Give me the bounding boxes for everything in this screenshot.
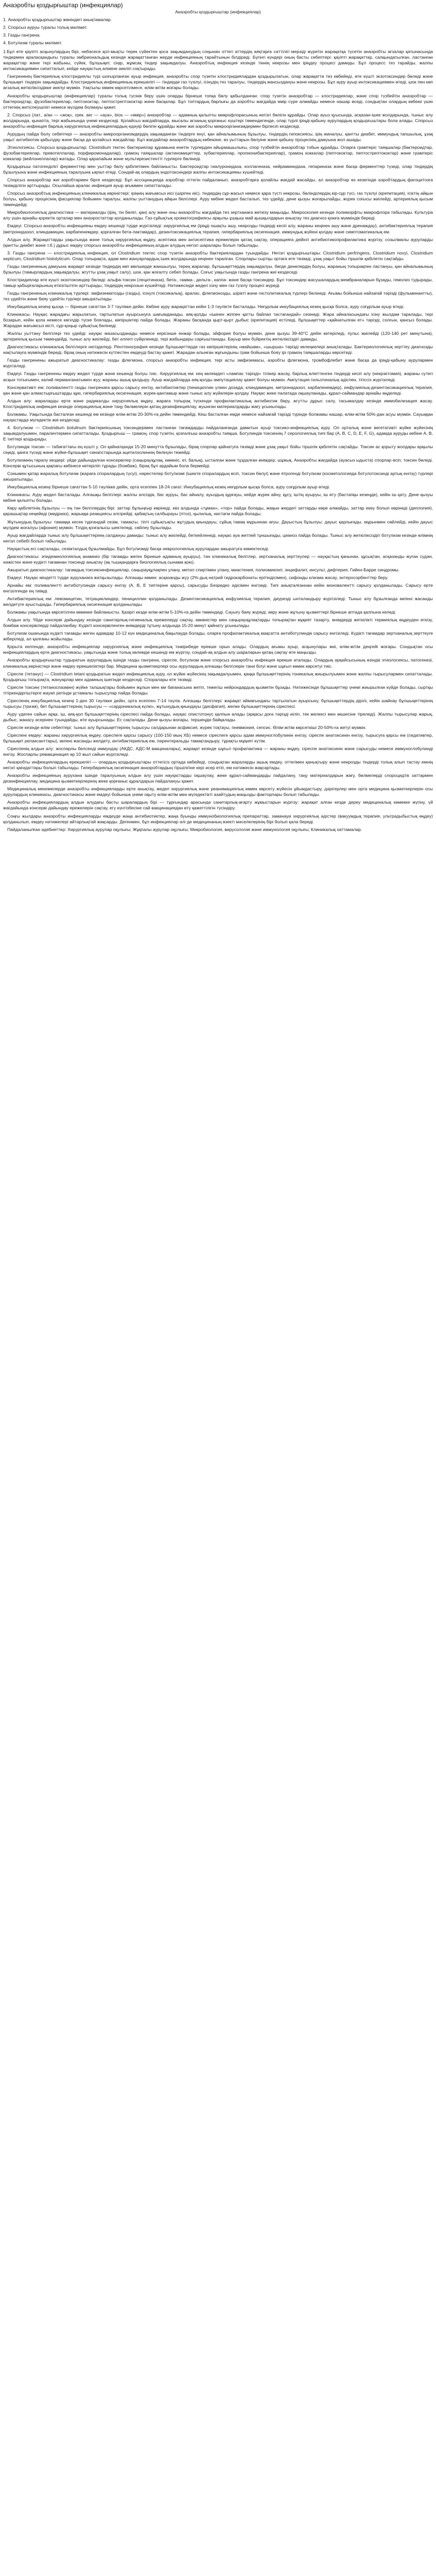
toc-item[interactable]: [3, 17, 433, 23]
body-paragraph: Антибактериялық ем: левомицетин, тетрациклиндер, пенициллин қолданылады. Дезинтоксикациялық инфузиялық терапия, диурезді ынталандыру жүргізіледі. Тыныс алу бұзылғанда өкпені жасанды желдетуге ауыстырады. Гипербариялық оксигенация қолданылады.: [3, 596, 433, 607]
body-paragraph: Клостридиялар өте күшті экзотоксиндер бөледі: альфа-токсин (лецитиназа), бета-, гамма-, дельта-, каппа- және басқа токсиндер. Бұл токсиндер жасушалардың мембраналарын бұзады, гемолиз тудырады, тамыр қабырғаларының өткізгіштігін арттырады, тіндердің некрозын күшейтеді. Нәтижесінде жедел ісіну мен газ түзілу процесі жүреді.: [3, 277, 433, 288]
body-paragraph: Ауру үдеген сайын арқа, іш, аяқ-қол бұлшықеттерінің сіреспесі пайда болады, науқас опистотонус қалпын алады (арқасы доға тәрізді иіліп, тек желкесі мен өкшесіне тіреледі). Жалпы тырысулар жарық, дыбыс, жанасу әсерінен туындайды, өте ауырсынады. Ес сақталады. Дене қызуы жоғары, тершеңдік байқалады.: [3, 711, 433, 722]
document-body: [3, 49, 433, 832]
body-paragraph: Этиологиясы. Спорсыз қоздырғыштар: Clostridium тектес бактериялар құрамына енетін түрлерден айырмашылығы, спор түзбейтін анаэробтар тобын құрайды. Оларға грамтеріс таяқшалар (бактероидтар, фузобактериялар, превотеллалар, порфиромонадалар), грамоң таяқшалар (актиномицеттер, эубактериялар, пропионибактериялар), грамоң коккалар (пептококтар, пептострептококтар) және грамтеріс коккалар (вейлонеллалар) жатады. Олар қарапайым және мультирезистентті түрлерге бөлінеді.: [3, 144, 433, 161]
body-paragraph: Болжамы. Уақытында басталған кешенді ем кезінде өлім-жітім 20-30%-ға дейін төмендейді. Кеш басталған емде немесе найзағай тәрізді түрінде болжамы нашар, өлім-жітім 50%-дан асуы мүмкін. Сауыққан науқастарда мүгедектік жиі кездеседі.: [3, 411, 433, 422]
body-paragraph: Алдын алу. Жарақаттарды уақытында және толық хирургиялық өңдеу, асептика мен антисептика ережелерін қатаң сақтау, операцияға дейінгі антибиотикопрофилактика жүргізу, созылмалы ауруларды (қантты диабет және т.б.) дұрыс емдеу спорсыз анаэробты инфекцияның алдын алудың негізгі шаралары болып табылады.: [3, 236, 433, 248]
toc-link[interactable]: 1. Анаэробты қоздырғыштар жөніндегі анықтамалар.: [3, 17, 112, 22]
body-paragraph: Ботулиндік токсин — табиғаттағы ең күшті у. Ол қайнатқанда 15-20 минутта бұзылады, бірақ спорлар қайнатуға төзімді және ұзақ уақыт бойы тіршілік қабілетін сақтайды. Токсин ас қорыту жолдары арқылы сіңеді, қанға түседі және жүйке-бұлшықет синапстарында ацетилхолиннің бөлінуін тежейді.: [3, 444, 433, 455]
body-paragraph: Инкубациялық кезеңі қысқа — бірнеше сағаттан 3-7 тәулікке дейін. Көбіне ауру жарақаттан кейін 1-3 тәулікте басталады. Неғұрлым инкубациялық кезең қысқа болса, ауру соғұрлым ауыр өтеді.: [7, 304, 405, 310]
toc-item[interactable]: [3, 40, 433, 46]
body-paragraph: Емдеуі. Науқас міндетті түрде ауруханаға жатқызылады. Алғашқы көмек: асқазанды жуу (2%-дық натрий гидрокарбонаты ерітіндісімен), сифонды клизма жасау, энтеросорбенттер беру.: [7, 574, 389, 580]
body-paragraph: Диагностикасы клиникалық белгілерге негізделеді. Рентгенография кезінде бұлшықеттерде газ көпіршіктерінің «майшам», «шырша» тәрізді көлеңкелері анықталады. Бактериологиялық зерттеу диагнозды нақтылауға мүмкіндік береді, бірақ оның нәтижесін күтпестен емдеуді бастау қажет. Жарадан алынған жұғындыны грам бойынша бояу ірі грамоң таяқшаларды көрсетеді.: [3, 344, 433, 355]
body-paragraph: Анаэробты инфекциялардың ерекшелігі — олардың қоздырғыштары оттегісіз ортада көбейеді, сондықтан жараларды ашық емдеу, оттегімен қанықтыру және некрозды тіндерді толық алып тастау емнің негізгі қағидаттары болып табылады. Гипербариялық оксигенация анаэробтардың тіршілігіне кері әсер етіп, ем нәтижесін жақсартады.: [3, 759, 433, 771]
body-paragraph: Қорыта келгенде, анаэробты инфекциялар хирургиялық және инфекциялық тәжірибеде ерекше орын алады. Олардың ағымы ауыр, асқынулары жиі, өлім-жітім деңгейі жоғары. Сондықтан осы инфекциялардың ерте диагностикасы, уақытында және толық көлемде кешенді ем жүргізу, сондай-ақ алдын алу шараларын қатаң сақтау өте маңызды.: [3, 644, 433, 655]
toc-link[interactable]: 2. Спорсыз ауруы туралы толық мәлімет.: [3, 25, 88, 30]
body-paragraph: Науқастың есі сақталады, сезімталдық бұзылмайды. Бұл ботулизмді басқа неврологиялық аурулардан ажыратуға көмектеседі.: [7, 546, 269, 551]
body-paragraph: Жұтынудың бұзылуы: тамаққа кесек тұрғандай сезім, тамақты, тіпті сұйықтықты жұтудың қиындауы, сұйық тамақ мұрыннан ағуы. Дауыстың бұзылуы: дауыс қарлығады, мұрынмен сөйлейді, кейін дауыс мүлдем жоғалуы (афония) мүмкін. Тілдің қозғалысы шектеледі, сөйлеу бұзылады.: [3, 519, 433, 530]
body-paragraph: Инкубациялық кезеңі бірнеше сағаттан 5-10 тәулікке дейін, орта есеппен 18-24 сағат. Инкубациялық кезең неғұрлым қысқа болса, ауру соғұрлым ауыр өтеді.: [7, 484, 330, 490]
body-paragraph: Анаэробты инфекцияның аурухана ішінде таралуының алдын алу үшін науқастарды оқшаулау, жеке құрал-саймандарды пайдалану, таңу материалдарын жағу, бөлмелерді спороцидтік заттармен дезинфекциялау, медицина қызметкерлерінің жеке қорғаныс құралдарын пайдалануы қажет.: [3, 773, 433, 784]
body-paragraph: Анаэробты инфекциялардың алдын алудағы басты шаралардың бірі — тұрғындар арасында санитарлық-ағарту жұмыстарын жүргізу: жарақат алған кезде дереу медициналық көмекке жүгіну, үй жағдайында консерві дайындау ережелерін сақтау, егу күнтізбесіне сай вакцинациядан өту қажеттілігін түсіндіру.: [3, 800, 433, 811]
body-paragraph: Сіреспенің алдын алу: жоспарлы белсенді иммундау (АКДС, АДС-М вакциналары), жарақат кезінде шұғыл профилактика — жараны өңдеу, сіреспе анатоксинін және сарысуды немесе иммуноглобулинді енгізу. Жоспарлы ревакцинация әр 10 жыл сайын жүргізіледі.: [3, 746, 433, 757]
body-paragraph: Клиникасы. Ауру жедел басталады. Алғашқы белгілері: жалпы әлсіздік, бас ауруы, бас айналу, ауыздың құрғауы, кейде жүрек айну, құсу, іштің ауыруы, іш өту (бастапқы кезеңде), кейін іш қату. Дене қызуы көбіне қалыпты болады.: [3, 492, 433, 503]
body-paragraph: Гангрененің бактериялық клостридиялы түрі шоғырланған ауыр инфекция, анаэробты спор түзетін клостридиялардан қоздырылатын, олар жарақатта тез көбейеді, өте күшті экзотоксиндер бөледі және бұлшықет тіндерін зақымдайды. Клостридиялық инфекцияның ерекшелігі — тіндерде газ түзілуі, ісінудің тез таралуы, тіндердің жансыздануы және некрозы. Бұл ауру ауыр интоксикациямен өтеді, шок пен көп ағзалық жеткіліксіздікке әкелуі мүмкін. Уақтылы көмек көрсетілмесе, өлім-жітім жоғары болады.: [3, 74, 433, 91]
body-paragraph: Емдеуі. Спорсыз анаэробты инфекцияны емдеу кешенді түрде жүргізіледі: хирургиялық ем (іріңді ошақты ашу, некрозды тіндерді кесіп алу, жараны кеңінен ашу және дренаждау), антибактериялық терапия (метронидазол, клиндамицин, карбапенемдер, қорғалған бета-лактамдар), дезинтоксикациялық терапия, гипербариялық оксигенация, иммундық жүйені қолдау және симптоматикалық ем.: [3, 223, 433, 234]
body-paragraph: Анаэробты қоздырғыштар тудыратын аурулардың ішінде газды гангрена, сіреспе, ботулизм және спорсыз анаэробты инфекция ерекше аталады. Олардың әрқайсысының өзіндік этиологиясы, патогенезі, клиникалық көріністері және емдеу ерекшеліктері бар. Медицина қызметкерлері осы аурулардың алғашқы белгілерін тани білуі және шұғыл көмек көрсетуі тиіс.: [3, 657, 433, 669]
table-of-contents: [3, 17, 433, 46]
body-paragraph: Спорсыз анаэробтар жиі аэробтармен бірге кездеседі. Бұл ассоциацияда аэробтар оттегін пайдаланып, анаэробтарға қолайлы жағдай жасайды, ал анаэробтар өз кезегінде аэробтардың фагоцитозға төзімділігін арттырады. Осылайша аралас инфекция ауыр ағыммен сипатталады.: [3, 177, 433, 189]
body-paragraph: Алдын алу. Үйде консерві дайындау кезінде санитарлық-гигиеналық ережелерді сақтау, көкөністер мен саңырауқұлақтарды топырақтан мұқият тазарту, өнімдерді жеткілікті термиялық өңдеуден өткізу, бомбаж консервілерді пайдаланбау. Күдікті консервіленген өнімдерді тұтыну алдында 15-20 минут қайнату ұсынылады.: [3, 617, 433, 629]
body-paragraph: 3. Газды гангрена — клостридиялық инфекция, ол Clostridium тектес спор түзетін анаэробты бактериялардан туындайды. Негізгі қоздырғыштары: Clostridium perfringens, Clostridium novyi, Clostridium septicum, Clostridium histolyticum. Олар топырақта, адам мен жануарлардың ішек жолдарында кеңінен таралған. Спорлары сыртқы ортаға өте төзімді, ұзақ уақыт бойы тіршілік қабілетін сақтайды.: [3, 250, 433, 261]
body-paragraph: Газды гангрененың клиникалық түрлері: эмфизематозды (газды), ісінулі (токсикалық), аралас, флегмонозды, шірікті және гистолитикалық түрлері бөлінеді. Ағымы бойынша найзағай тәрізді (фульминантты), тез үдейтін және баяу үдейтін түрлері ажыратылады.: [3, 290, 433, 301]
body-paragraph: Ауыр жағдайларда тыныс алу бұлшықеттерінің салдануы дамиды: тыныс алу жиілейді, беткейленеді, науқас ауа жетпей тұншығады, цианоз пайда болады. Тыныс алу жеткіліксіздігі ботулизм кезінде өлімнің негізгі себебі болып табылады.: [3, 532, 433, 544]
body-paragraph: Анаэробты қоздырғыштар (инфекциялар) туралы толық түсінік беру үшін оларды бірнеше топқа бөлу қабылданған: спор түзетін анаэробтар — клостридиялар, және спор түзбейтін анаэробтар — бактероидтар, фузобактериялар, пептококтар, пептострептококтар және басқалар. Бұл топтардың барлығы да аэробты жағдайда өмір сүре алмайды немесе нашар өседі, сондықтан олардың көбеюі үшін оттегінің жетіспеушілігі немесе мүлдем болмауы қажет.: [3, 93, 433, 110]
body-paragraph: Сіреспенің инкубациялық кезеңі 1-ден 30 тәулікке дейін, орта есеппен 7-14 тәулік. Алғашқы белгілері: жарақат аймағындағы тартылатын ауырсыну, бұлшықеттердің дірілі, кейін шайнау бұлшықеттерінің тырысуы (тризм), бет бұлшықеттерінің тырысуы — «сардоникалық күлкі», жұтынудың қиындауы (дисфагия), желке бұлшықеттерінің сіреспесі.: [3, 698, 433, 709]
body-paragraph: Емдеуі. Газды гангренены емдеу жедел түрде және кешенді болуы тиіс. Хирургиялық ем: кең көлемдегі «лампас тәрізді» тілікер жасау, барлық өліеттенген тіндерді кесіп алу (некрэктомия), жараны сутегі асқын тотығымен, калий перманганатымен жуу, жараны ашық қалдыру. Ауыр жағдайларда аяқ-қолды ампутациялау қажет болуы мүмкін. Ампутация гильотиналық әдіспен, тігіссіз жүргізіледі.: [3, 371, 433, 382]
body-paragraph: Сонымен қатар жаралық ботулизм (жараға споралардың түсуі), нәрестелер ботулизмі (ішекте споралардың өсіп, токсин бөлуі) және ятрогенді ботулизм (косметологияда ботулотоксинді артық енгізу) түрлері ажыратылады.: [3, 471, 433, 482]
body-paragraph: 1.Бұл өте қауіпті асқынулардың бірі, небәсесе қол-мықты терек сүйектен қоса зақымданудың соңынан оттегі аттердің аяқтарға сәттілігі мерзіді жүретін жарақатқа түсетін анаэробты ағзалар қатынасында тіндермен араласқандығы туралы эмбриональдық кезінде жарақаттанған жерде инфекцияның тарайтынын білдіреді. Бүгінгі күндері оның басты себептері: қауіпті жарақаттар, салқындатылған, ластанған жарақаттар және тері жабыны, сүйек, бұлшықет, сіңір, жұмсақ тіндер зақымдалуы. Анаэробтық инфекция кезінде тіннің некрозы мен іріңдеу процесі дамиды. Бұл процесс тез тарайды, жалпы интоксикациямен сипатталып, кейде науқастың өліміне әкеліп соқтырады.: [3, 49, 433, 72]
document-title: Анаэробты қоздырғыштар (инфекциялар): [3, 2, 123, 9]
body-paragraph: Сіреспе кезінде өлім себептері: тыныс алу бұлшықеттерінің тырысуы салдарынан асфиксия, жүрек тоқтауы, пневмония, сепсис. Өлім-жітім көрсеткіші 20-50%-ға жетуі мүмкін.: [7, 724, 367, 730]
body-paragraph: Ботулизм ошағында күдікті тағамды жеген адамдар 10-12 күн медициналық бақылауда болады, оларға профилактикалық мақсатта антиботулиндік сарысу енгізіледі. Күдікті тағамдар зертханалық зерттеуге жіберіледі, ал қалғаны жойылады.: [3, 631, 433, 642]
body-paragraph: Көру қабілетінің бұзылуы — ең тән белгілердің бірі: заттар бұлыңғыр көрінеді, көз алдында «тұман», «тор» пайда болады, жақын жердегі заттарды көре алмайды, заттар екеу болып көрінеді (диплопия), қарашықтар кеңейеді (мидриаз), жарыққа реакциясы әлсірейді, қабақтың салбырауы (птоз), қылилық, нистагм пайда болады.: [3, 505, 433, 517]
body-paragraph: Жалпы уыттану белгілері тез үдейді: науқас мазасызданады немесе керісінше енжар болады, эйфория болуы мүмкін, дене қызуы 39-40°C дейін көтеріледі, пульс жиілейді (120-140 рет минутына), артериялық қысым төмендейді, тыныс алу жиілейді, бет әлпеті сүйірленеді, тері жабындары сарғыштанады. Бауыр мен бүйректің жеткіліксіздігі дамиды.: [3, 331, 433, 342]
body-paragraph: Газды гангрененың дамуына жарақат кезінде тіндердің көп мөлшерде жаншылуы, терең жаралар, бұлшықеттердің зақымдалуы, бөгде денелердің болуы, жараның топырақпен ластануы, қан айналымының бұзылуы (тамырлардың зақымдалуы, жгутты ұзақ уақыт салу), шок, қан жоғалту себеп болады. Соғыс уақытында газды гангрена жиі кездеседі.: [3, 263, 433, 275]
document-page: [0, 0, 436, 838]
toc-link[interactable]: 4. Ботулизм туралы мәлімет.: [3, 40, 62, 46]
body-paragraph: Ажыратып диагностикалау: тағамдық токсикоинфекциялар, саңырауқұлақпен улану, метил спиртімен улану, миастения, полиомиелит, энцефалит, инсульт, дифтерия, Гийен-Барре синдромы.: [7, 567, 400, 572]
body-paragraph: Диагностикасы: эпидемиологиялық анамнез (бір тағамды жеген бірнеше адамның ауыруы), тән клиникалық белгілер, зертханалық зерттеулер — науқастың қанынан, құсықтан, асқазанды жуған судан, нәжістен және күдікті тағамнан токсинді анықтау (ақ тышқандарға биологиялық сынама қою).: [3, 553, 433, 565]
body-paragraph: Болжамы уақытында көрсетілген көмекке байланысты. Қазіргі кезде өлім-жітім 5-10%-ға дейін төмендеді. Сауығу баяу жүреді, көру және жұтыну қызметтері бірнеше аптада қалпына келеді.: [7, 609, 396, 615]
body-paragraph: Сіреспе (тетанус) — Clostridium tetani қоздыратын жедел инфекциялық ауру, ол жүйке жүйесінің зақымдалуымен, қаңқа бұлшықеттерінің тоникалық жиырылуымен және жалпы тырысулармен сипатталады. Қоздырғыш топырақта, жануарлар мен адамның ішегінде кездеседі. Споралары өте төзімді.: [3, 671, 433, 682]
body-paragraph: Қоздырғыш патогенділігі ферменттер мен уыттар бөлу қабілетімен байланысты. Бактероидтар гиалуронидаза, коллагеназа, нейраминидаза, гепариназа және басқа ферменттер түзеді, олар тіндердің бұзылуына және инфекцияның таралуына ықпал етеді. Сондай-ақ олардың эндотоксиндері жалпы интоксикацияны күшейтеді.: [3, 164, 433, 175]
body-paragraph: 4. Ботулизм — Clostridium botulinum бактериясының токсиндерімен ластанған тағамдарды пайдаланғанда дамитын ауыр токсико-инфекциялық ауру. Ол орталық және вегетативті жүйке жүйесінің зақымдалуымен, параличтермен сипатталады. Қоздырғыш — грамоң, спор түзетін, қозғалғыш анаэробты таяқша. Ботулиндік токсиннің 7 серологиялық типі бар (A, B, C, D, E, F, G), адамда ауруды көбіне A, B, E типтері қоздырады.: [3, 425, 433, 442]
body-paragraph: Газды гангренены ажыратып диагностикалау: газды флегмона, спорсыз анаэробты инфекция, тері асты эмфиземасы, аэробты флегмона, тромбофлебит және басқа да іріңді-қабыну аурулармен жүргізіледі.: [3, 358, 433, 369]
body-paragraph: Консервативті ем: поливалентті газды гангренаға қарсы сарысу енгізу, антибиотиктер (пенициллин үлкен дозада, клиндамицин, метронидазол, карбапенемдер), инфузиялық-дезинтоксикациялық терапия, қан және қан алмастырғыштарды құю, гипербариялық оксигенация, жүрек-қантамыр және тыныс алу жүйелерін қолдау. Науқас жеке палатада оқшауланады, құрал-саймандар арнайы өңделеді.: [3, 384, 433, 396]
body-paragraph: 2. Спорсыз (лат., а/ан — «жоқ», грек. aer — «ауа», bios — «өмір») анаэробтар — адамның қалыпты микрофлорасының негізгі бөлігін құрайды. Олар ауыз қуысында, асқазан-ішек жолдарында, тыныс алу жолдарында, қынапта, тері жабынында үнемі кездеседі. Қолайсыз жағдайларда, мысалы ағзаның қорғаныс күштері төмендегенде, олар түрлі іріңді-қабыну аурулардың қоздырғыштары бола алады. Спорсыз анаэробты инфекция барлық хирургиялық инфекциялардың едәуір бөлігін құрайды және жиі аэробты микроорганизмдермен бірлесіп кездеседі.: [3, 112, 433, 129]
body-paragraph: Спорсыз анаэробтық инфекцияның клиникалық көріністері: іріңнің жағымсыз иісі (шіріген иіс), тіндердің сұр-жасыл немесе қара түсті некрозы, бөлінділердің кір-сұр түсі, газ түзілуі (крепитация), ісіктің айқын болуы, қабыну процесінің фасциялар бойымен таралуы, жалпы уыттанудың айқын белгілері. Ауру көбіне жедел басталып, тез үдейді, дене қызуы жоғарылайды, жүрек соғысы жиілейді, артериялық қысым төмендейді.: [3, 191, 433, 208]
body-paragraph: Медициналық мекемелерде анаэробты инфекцияларды ерте анықтау, жедел хирургиялық және реанимациялық көмек көрсету жүйесін ұйымдастыру, дәрігерлер мен орта медицина қызметкерлерін осы аурулардың клиникасы, диагностикасы және емдеуі бойынша үнемі оқыту өлім-жітім мен мүгедектікті азайтудың маңызды факторлары болып табылады.: [3, 786, 433, 798]
body-paragraph: Аурудың пайда болу себептері — анаэробты микроорганизмдердің зақымданған тіндерге енуі, қан айналымының бұзылуы, тіндердің гипоксиясы, ірің жиналуы, қантты диабет, иммундық тапшылық, ұзақ уақыт антибиотик қабылдау және басқа да қолайсыз жағдайлар. Бұл жағдайлар анаэробтардың көбеюіне, өз уыттарын бөлуіне және қабыну процесінің дамуына жол ашады.: [3, 131, 433, 142]
toc-item[interactable]: [3, 25, 433, 30]
toc-item[interactable]: [3, 32, 433, 38]
body-paragraph: Сіреспені емдеу: жараны хирургиялық өңдеу, сіреспеге қарсы сарысу (100-150 мың ХБ) немесе сіреспеге қарсы адам иммуноглобулинін енгізу, сіреспе анатоксинін енгізу, тырысуға қарсы ем (седативтер, бұлшықет релаксанттары), өкпені жасанды желдету, антибактериялық ем, парентеральды тамақтандыру, тұрақты мұқият күтім.: [3, 732, 433, 744]
body-paragraph: Ботулизмнің таралу көздері: үйде дайындалған консервілер (саңырауқұлақ, көкөніс, ет, балық), ысталған және тұздалған өнімдер, шұжық. Анаэробты жағдайда (ауасыз ыдыста) спорлар өсіп, токсин бөледі. Консерві құтысының қақпағы көбінесе көтеріліп тұрады (бомбаж), бірақ бұл әрдайым бола бермейді.: [3, 457, 433, 469]
body-paragraph: Арнайы ем: поливалентті антиботулиндік сарысу енгізу (A, B, E типтеріне қарсы), сарысуды Безредко әдісімен енгізеді. Типі анықталғаннан кейін моновалентті сарысу қолданылады. Сарысу ерте енгізілгенде ең тиімді.: [3, 582, 433, 594]
document-subtitle: Анаэробты қоздырғыштар (инфекциялар): [175, 9, 261, 14]
body-paragraph: Микробиологиялық диагностика — материалды (ірің, тін бөлігі, қан) алу және оны анаэробты жағдайда тез зертханаға жеткізу маңызды. Микроскопия кезінде полиморфты микрофлора табылады. Культура алу үшін арнайы қоректік орталар мен анаэростаттар қолданылады. Газ-сұйықтық хроматографиясы арқылы ұшқыш май қышқылдарын анықтау тез диагноз қоюға мүмкіндік береді.: [3, 210, 433, 221]
body-paragraph: Пайдаланылған әдебиеттер: Хирургиялық аурулар оқулығы; Жұқпалы аурулар оқулығы; Микробиология, вирусология және иммунология оқулығы; Клиникалық хаттамалар.: [7, 826, 362, 832]
body-paragraph: Сіреспе токсині (тетаноспазмин) жүйке талшықтары бойымен жұлын мен ми бағанасына жетіп, тежегіш нейрондардың қызметін бұзады. Нәтижесінде бұлшықеттер үнемі жиырылған күйде болады, сыртқы тітіркендіргіштерге жауап ретінде ұстамалы тырысулар пайда болады.: [3, 684, 433, 696]
body-paragraph: Соңғы жылдары анаэробты инфекцияларды емдеуде жаңа антибиотиктер, жаңа буынды иммунобиологиялық препараттар, заманауи хирургиялық әдістер (вакуумдық терапия, ультрадыбыстық өңдеу) қолданылып, емдеу нәтижелері айтарлықтай жақсарды. Дегенмен, бұл инфекциялар әлі де медицинаның өзекті мәселелерінің бірі болып қала береді.: [3, 813, 433, 824]
body-paragraph: Клиникасы. Науқас жарадағы жарылатын, тартылатын ауырсынуға шағымданады, аяқ-қолды «ішінен жіппен қатты байлап тастағандай» сезінеді. Жара айналасындағы ісіну жылдам таралады, тері бозарып, кейін қола немесе көгілдір түске боялады, көпіршіктер пайда болады. Жараны басқанда қырт-қырт дыбыс (крепитация) естіледі, бұлшықеттер «қайнатылған ет» тәрізді, солғын, қансыз болады. Жарадан жағымсыз иісті, сұр-қоңыр сұйықтық бөлінеді.: [3, 312, 433, 329]
body-paragraph: Алдын алу: жараларды ерте және радикалды хирургиялық өңдеу, жараға топырақ түскенде профилактикалық антибиотик беру, жгутты дұрыс салу, тасымалдау кезінде иммобилизация жасау. Клостридиялық инфекция кезінде операциялық және таңу бөлмелерін қатаң дезинфекциялау, жуынған материалдарды жағу ұсынылады.: [3, 398, 433, 409]
toc-link[interactable]: 3. Газды гангрена.: [3, 32, 41, 38]
